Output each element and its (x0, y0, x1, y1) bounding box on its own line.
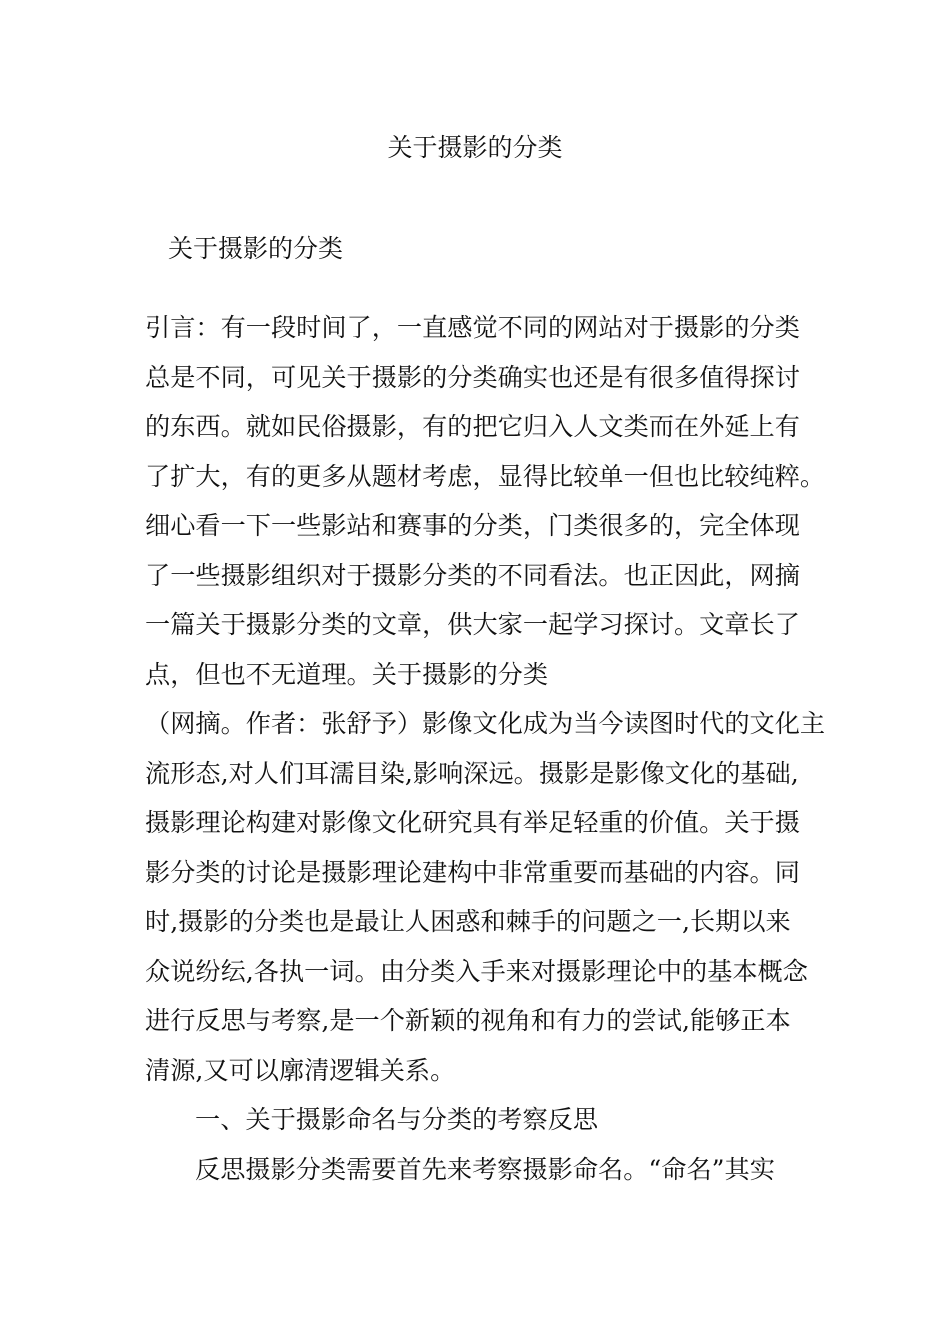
document-title: 关于摄影的分类 (387, 133, 563, 162)
body-line: 点，但也不无道理。关于摄影的分类 (145, 659, 548, 689)
section-heading: 一、关于摄影命名与分类的考察反思 (195, 1105, 598, 1134)
body-line: 众说纷纭,各执一词。由分类入手来对摄影理论中的基本概念 (145, 956, 808, 986)
body-line: 细心看一下一些影站和赛事的分类，门类很多的，完全体现 (145, 511, 800, 540)
body-line: 了扩大，有的更多从题材考虑，显得比较单一但也比较纯粹。 (145, 461, 826, 491)
body-line: 影分类的讨论是摄影理论建构中非常重要而基础的内容。同 (145, 857, 800, 887)
document-body (145, 303, 826, 1194)
body-line: 引言：有一段时间了，一直感觉不同的网站对于摄影的分类 (145, 313, 800, 342)
document-subtitle: 关于摄影的分类 (168, 234, 344, 263)
body-line: 的东西。就如民俗摄影，有的把它归入人文类而在外延上有 (145, 412, 800, 441)
body-line: 清源,又可以廓清逻辑关系。 (145, 1055, 456, 1085)
body-line: 流形态,对人们耳濡目染,影响深远。摄影是影像文化的基础, (145, 758, 799, 788)
body-line: 总是不同，可见关于摄影的分类确实也还是有很多值得探讨 (145, 362, 800, 392)
body-line: 了一些摄影组织对于摄影分类的不同看法。也正因此，网摘 (145, 560, 800, 590)
body-line: 摄影理论构建对影像文化研究具有举足轻重的价值。关于摄 (145, 808, 800, 837)
body-line: 时,摄影的分类也是最让人困惑和棘手的问题之一,长期以来 (145, 907, 791, 936)
body-line: 反思摄影分类需要首先来考察摄影命名。“命名”其实 (195, 1154, 775, 1184)
body-line: （网摘。作者：张舒予）影像文化成为当今读图时代的文化主 (145, 709, 826, 738)
body-line: 一篇关于摄影分类的文章，供大家一起学习探讨。文章长了 (145, 610, 800, 639)
body-line: 进行反思与考察,是一个新颖的视角和有力的尝试,能够正本 (145, 1006, 791, 1035)
